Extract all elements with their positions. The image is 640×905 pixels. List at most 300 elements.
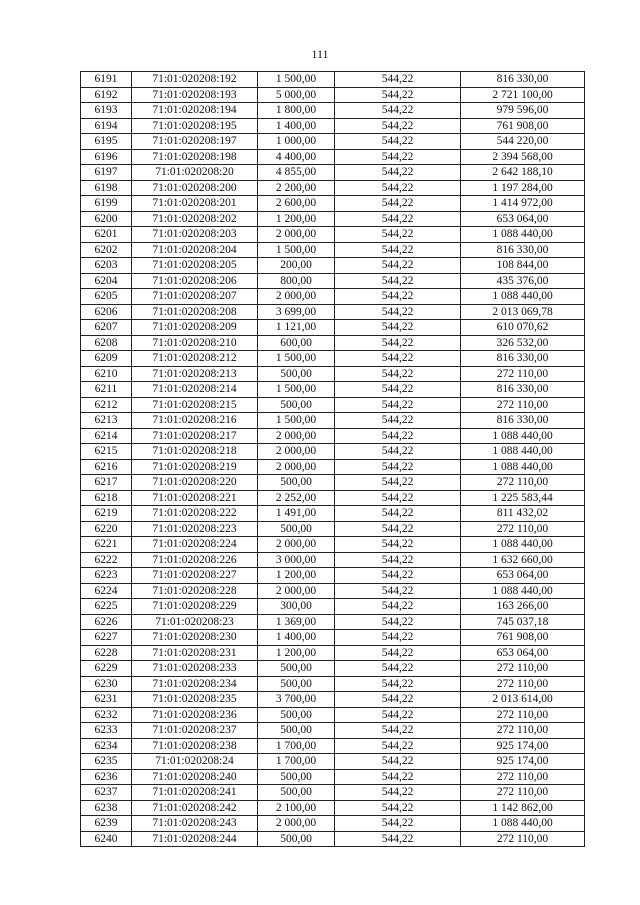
- row-number-cell: 6197: [81, 165, 132, 181]
- area-cell: 2 000,00: [258, 537, 335, 553]
- table-row: [81, 583, 585, 599]
- row-number-cell: 6220: [81, 521, 132, 537]
- cadastral-value-cell: 272 110,00: [461, 707, 585, 723]
- row-number-cell: 6234: [81, 738, 132, 754]
- area-cell: 2 000,00: [258, 444, 335, 460]
- cadastral-value-cell: 610 070,62: [461, 320, 585, 336]
- cadastral-number-cell: 71:01:020208:234: [132, 676, 258, 692]
- row-number-cell: 6215: [81, 444, 132, 460]
- specific-value-cell: 544,22: [335, 583, 461, 599]
- cadastral-number-cell: 71:01:020208:217: [132, 428, 258, 444]
- cadastral-value-cell: 163 266,00: [461, 599, 585, 615]
- cadastral-number-cell: 71:01:020208:23: [132, 614, 258, 630]
- cadastral-value-cell: 272 110,00: [461, 521, 585, 537]
- area-cell: 300,00: [258, 599, 335, 615]
- cadastral-value-cell: 816 330,00: [461, 72, 585, 88]
- row-number-cell: 6206: [81, 304, 132, 320]
- cadastral-number-cell: 71:01:020208:200: [132, 180, 258, 196]
- row-number-cell: 6223: [81, 568, 132, 584]
- area-cell: 5 000,00: [258, 87, 335, 103]
- cadastral-value-cell: 979 596,00: [461, 103, 585, 119]
- area-cell: 1 700,00: [258, 738, 335, 754]
- row-number-cell: 6225: [81, 599, 132, 615]
- cadastral-number-cell: 71:01:020208:204: [132, 242, 258, 258]
- cadastral-value-cell: 2 642 188,10: [461, 165, 585, 181]
- cadastral-number-cell: 71:01:020208:193: [132, 87, 258, 103]
- row-number-cell: 6200: [81, 211, 132, 227]
- table-row: [81, 118, 585, 134]
- table-row: [81, 87, 585, 103]
- cadastral-number-cell: 71:01:020208:226: [132, 552, 258, 568]
- cadastral-number-cell: 71:01:020208:194: [132, 103, 258, 119]
- specific-value-cell: 544,22: [335, 227, 461, 243]
- area-cell: 2 100,00: [258, 800, 335, 816]
- specific-value-cell: 544,22: [335, 676, 461, 692]
- area-cell: 500,00: [258, 769, 335, 785]
- area-cell: 2 000,00: [258, 227, 335, 243]
- cadastral-value-cell: 1 197 284,00: [461, 180, 585, 196]
- table-row: [81, 552, 585, 568]
- cadastral-value-cell: 1 414 972,00: [461, 196, 585, 212]
- specific-value-cell: 544,22: [335, 723, 461, 739]
- specific-value-cell: 544,22: [335, 459, 461, 475]
- cadastral-value-cell: 653 064,00: [461, 568, 585, 584]
- table-row: [81, 769, 585, 785]
- row-number-cell: 6195: [81, 134, 132, 150]
- cadastral-value-cell: 745 037,18: [461, 614, 585, 630]
- cadastral-value-cell: 272 110,00: [461, 676, 585, 692]
- area-cell: 1 700,00: [258, 754, 335, 770]
- table-row: [81, 289, 585, 305]
- table-row: [81, 785, 585, 801]
- area-cell: 2 252,00: [258, 490, 335, 506]
- area-cell: 4 400,00: [258, 149, 335, 165]
- cadastral-number-cell: 71:01:020208:221: [132, 490, 258, 506]
- cadastral-number-cell: 71:01:020208:192: [132, 72, 258, 88]
- cadastral-value-cell: 272 110,00: [461, 366, 585, 382]
- cadastral-value-cell: 925 174,00: [461, 754, 585, 770]
- area-cell: 1 500,00: [258, 382, 335, 398]
- cadastral-number-cell: 71:01:020208:213: [132, 366, 258, 382]
- table-row: [81, 366, 585, 382]
- row-number-cell: 6209: [81, 351, 132, 367]
- row-number-cell: 6192: [81, 87, 132, 103]
- area-cell: 2 600,00: [258, 196, 335, 212]
- table-row: [81, 630, 585, 646]
- cadastral-number-cell: 71:01:020208:219: [132, 459, 258, 475]
- area-cell: 600,00: [258, 335, 335, 351]
- area-cell: 1 400,00: [258, 118, 335, 134]
- table-row: [81, 645, 585, 661]
- area-cell: 200,00: [258, 258, 335, 274]
- row-number-cell: 6212: [81, 397, 132, 413]
- cadastral-value-cell: 272 110,00: [461, 397, 585, 413]
- table-row: [81, 444, 585, 460]
- row-number-cell: 6230: [81, 676, 132, 692]
- row-number-cell: 6216: [81, 459, 132, 475]
- cadastral-value-cell: 2 394 568,00: [461, 149, 585, 165]
- specific-value-cell: 544,22: [335, 599, 461, 615]
- cadastral-value-cell: 811 432,02: [461, 506, 585, 522]
- table-row: [81, 180, 585, 196]
- table-row: [81, 754, 585, 770]
- cadastral-number-cell: 71:01:020208:216: [132, 413, 258, 429]
- cadastral-number-cell: 71:01:020208:244: [132, 831, 258, 847]
- table-row: [81, 599, 585, 615]
- table-row: [81, 413, 585, 429]
- table-row: [81, 723, 585, 739]
- row-number-cell: 6196: [81, 149, 132, 165]
- area-cell: 1 491,00: [258, 506, 335, 522]
- specific-value-cell: 544,22: [335, 165, 461, 181]
- row-number-cell: 6204: [81, 273, 132, 289]
- cadastral-number-cell: 71:01:020208:203: [132, 227, 258, 243]
- specific-value-cell: 544,22: [335, 87, 461, 103]
- cadastral-value-cell: 272 110,00: [461, 785, 585, 801]
- cadastral-number-cell: 71:01:020208:222: [132, 506, 258, 522]
- cadastral-value-cell: 326 532,00: [461, 335, 585, 351]
- area-cell: 500,00: [258, 366, 335, 382]
- cadastral-value-cell: 1 088 440,00: [461, 583, 585, 599]
- cadastral-value-cell: 653 064,00: [461, 211, 585, 227]
- cadastral-value-table: [80, 71, 585, 847]
- row-number-cell: 6207: [81, 320, 132, 336]
- cadastral-number-cell: 71:01:020208:243: [132, 816, 258, 832]
- table-row: [81, 382, 585, 398]
- area-cell: 500,00: [258, 475, 335, 491]
- cadastral-number-cell: 71:01:020208:238: [132, 738, 258, 754]
- specific-value-cell: 544,22: [335, 754, 461, 770]
- table-row: [81, 490, 585, 506]
- cadastral-value-cell: 1 088 440,00: [461, 537, 585, 553]
- table-row: [81, 614, 585, 630]
- area-cell: 1 000,00: [258, 134, 335, 150]
- area-cell: 800,00: [258, 273, 335, 289]
- table-row: [81, 428, 585, 444]
- area-cell: 1 200,00: [258, 568, 335, 584]
- row-number-cell: 6226: [81, 614, 132, 630]
- area-cell: 2 000,00: [258, 428, 335, 444]
- cadastral-number-cell: 71:01:020208:20: [132, 165, 258, 181]
- area-cell: 500,00: [258, 785, 335, 801]
- cadastral-number-cell: 71:01:020208:201: [132, 196, 258, 212]
- cadastral-value-cell: 1 088 440,00: [461, 227, 585, 243]
- cadastral-number-cell: 71:01:020208:220: [132, 475, 258, 491]
- specific-value-cell: 544,22: [335, 242, 461, 258]
- cadastral-number-cell: 71:01:020208:230: [132, 630, 258, 646]
- cadastral-value-cell: 272 110,00: [461, 475, 585, 491]
- row-number-cell: 6229: [81, 661, 132, 677]
- specific-value-cell: 544,22: [335, 320, 461, 336]
- cadastral-number-cell: 71:01:020208:228: [132, 583, 258, 599]
- area-cell: 1 200,00: [258, 211, 335, 227]
- table-row: [81, 816, 585, 832]
- area-cell: 1 500,00: [258, 72, 335, 88]
- table-row: [81, 149, 585, 165]
- row-number-cell: 6211: [81, 382, 132, 398]
- cadastral-number-cell: 71:01:020208:235: [132, 692, 258, 708]
- area-cell: 1 500,00: [258, 413, 335, 429]
- table-row: [81, 506, 585, 522]
- cadastral-number-cell: 71:01:020208:24: [132, 754, 258, 770]
- row-number-cell: 6218: [81, 490, 132, 506]
- table-row: [81, 521, 585, 537]
- row-number-cell: 6213: [81, 413, 132, 429]
- specific-value-cell: 544,22: [335, 614, 461, 630]
- row-number-cell: 6236: [81, 769, 132, 785]
- table-row: [81, 397, 585, 413]
- specific-value-cell: 544,22: [335, 366, 461, 382]
- area-cell: 2 200,00: [258, 180, 335, 196]
- cadastral-number-cell: 71:01:020208:210: [132, 335, 258, 351]
- cadastral-value-cell: 1 632 660,00: [461, 552, 585, 568]
- cadastral-value-cell: 816 330,00: [461, 242, 585, 258]
- row-number-cell: 6205: [81, 289, 132, 305]
- table-row: [81, 661, 585, 677]
- table-row: [81, 475, 585, 491]
- cadastral-number-cell: 71:01:020208:218: [132, 444, 258, 460]
- cadastral-number-cell: 71:01:020208:223: [132, 521, 258, 537]
- area-cell: 500,00: [258, 676, 335, 692]
- row-number-cell: 6198: [81, 180, 132, 196]
- table-body: [81, 72, 585, 847]
- specific-value-cell: 544,22: [335, 180, 461, 196]
- area-cell: 1 369,00: [258, 614, 335, 630]
- specific-value-cell: 544,22: [335, 568, 461, 584]
- table-row: [81, 537, 585, 553]
- row-number-cell: 6238: [81, 800, 132, 816]
- table-row: [81, 242, 585, 258]
- row-number-cell: 6201: [81, 227, 132, 243]
- table-row: [81, 134, 585, 150]
- row-number-cell: 6214: [81, 428, 132, 444]
- area-cell: 1 500,00: [258, 351, 335, 367]
- cadastral-value-cell: 2 013 069,78: [461, 304, 585, 320]
- specific-value-cell: 544,22: [335, 289, 461, 305]
- area-cell: 2 000,00: [258, 816, 335, 832]
- area-cell: 2 000,00: [258, 583, 335, 599]
- table-row: [81, 676, 585, 692]
- cadastral-number-cell: 71:01:020208:198: [132, 149, 258, 165]
- area-cell: 1 500,00: [258, 242, 335, 258]
- cadastral-value-cell: 435 376,00: [461, 273, 585, 289]
- row-number-cell: 6228: [81, 645, 132, 661]
- cadastral-number-cell: 71:01:020208:231: [132, 645, 258, 661]
- area-cell: 500,00: [258, 661, 335, 677]
- specific-value-cell: 544,22: [335, 707, 461, 723]
- specific-value-cell: 544,22: [335, 196, 461, 212]
- table-row: [81, 738, 585, 754]
- cadastral-number-cell: 71:01:020208:214: [132, 382, 258, 398]
- table-row: [81, 320, 585, 336]
- table-row: [81, 707, 585, 723]
- specific-value-cell: 544,22: [335, 661, 461, 677]
- cadastral-value-cell: 1 225 583,44: [461, 490, 585, 506]
- specific-value-cell: 544,22: [335, 521, 461, 537]
- cadastral-value-cell: 1 088 440,00: [461, 444, 585, 460]
- cadastral-number-cell: 71:01:020208:237: [132, 723, 258, 739]
- row-number-cell: 6208: [81, 335, 132, 351]
- specific-value-cell: 544,22: [335, 490, 461, 506]
- cadastral-number-cell: 71:01:020208:207: [132, 289, 258, 305]
- table-row: [81, 165, 585, 181]
- table-row: [81, 304, 585, 320]
- specific-value-cell: 544,22: [335, 211, 461, 227]
- row-number-cell: 6221: [81, 537, 132, 553]
- row-number-cell: 6232: [81, 707, 132, 723]
- cadastral-number-cell: 71:01:020208:233: [132, 661, 258, 677]
- specific-value-cell: 544,22: [335, 397, 461, 413]
- row-number-cell: 6222: [81, 552, 132, 568]
- cadastral-number-cell: 71:01:020208:236: [132, 707, 258, 723]
- cadastral-number-cell: 71:01:020208:227: [132, 568, 258, 584]
- cadastral-value-cell: 272 110,00: [461, 769, 585, 785]
- cadastral-value-cell: 108 844,00: [461, 258, 585, 274]
- cadastral-value-cell: 816 330,00: [461, 413, 585, 429]
- specific-value-cell: 544,22: [335, 72, 461, 88]
- table-row: [81, 227, 585, 243]
- table-row: [81, 72, 585, 88]
- row-number-cell: 6199: [81, 196, 132, 212]
- area-cell: 4 855,00: [258, 165, 335, 181]
- cadastral-number-cell: 71:01:020208:195: [132, 118, 258, 134]
- cadastral-value-cell: 653 064,00: [461, 645, 585, 661]
- specific-value-cell: 544,22: [335, 382, 461, 398]
- area-cell: 500,00: [258, 521, 335, 537]
- specific-value-cell: 544,22: [335, 738, 461, 754]
- row-number-cell: 6224: [81, 583, 132, 599]
- cadastral-number-cell: 71:01:020208:212: [132, 351, 258, 367]
- cadastral-value-cell: 1 142 862,00: [461, 800, 585, 816]
- cadastral-value-cell: 272 110,00: [461, 661, 585, 677]
- area-cell: 1 200,00: [258, 645, 335, 661]
- area-cell: 1 800,00: [258, 103, 335, 119]
- cadastral-value-cell: 272 110,00: [461, 831, 585, 847]
- cadastral-number-cell: 71:01:020208:205: [132, 258, 258, 274]
- specific-value-cell: 544,22: [335, 506, 461, 522]
- row-number-cell: 6237: [81, 785, 132, 801]
- cadastral-number-cell: 71:01:020208:209: [132, 320, 258, 336]
- specific-value-cell: 544,22: [335, 273, 461, 289]
- row-number-cell: 6203: [81, 258, 132, 274]
- table-row: [81, 800, 585, 816]
- table-row: [81, 831, 585, 847]
- specific-value-cell: 544,22: [335, 537, 461, 553]
- area-cell: 500,00: [258, 831, 335, 847]
- area-cell: 3 700,00: [258, 692, 335, 708]
- cadastral-number-cell: 71:01:020208:229: [132, 599, 258, 615]
- table-row: [81, 335, 585, 351]
- row-number-cell: 6191: [81, 72, 132, 88]
- area-cell: 2 000,00: [258, 289, 335, 305]
- specific-value-cell: 544,22: [335, 816, 461, 832]
- specific-value-cell: 544,22: [335, 630, 461, 646]
- specific-value-cell: 544,22: [335, 134, 461, 150]
- row-number-cell: 6227: [81, 630, 132, 646]
- row-number-cell: 6194: [81, 118, 132, 134]
- table-row: [81, 273, 585, 289]
- table-row: [81, 211, 585, 227]
- specific-value-cell: 544,22: [335, 692, 461, 708]
- table-row: [81, 459, 585, 475]
- specific-value-cell: 544,22: [335, 769, 461, 785]
- area-cell: 2 000,00: [258, 459, 335, 475]
- specific-value-cell: 544,22: [335, 645, 461, 661]
- area-cell: 3 699,00: [258, 304, 335, 320]
- specific-value-cell: 544,22: [335, 785, 461, 801]
- area-cell: 1 121,00: [258, 320, 335, 336]
- cadastral-number-cell: 71:01:020208:215: [132, 397, 258, 413]
- cadastral-number-cell: 71:01:020208:206: [132, 273, 258, 289]
- cadastral-number-cell: 71:01:020208:208: [132, 304, 258, 320]
- row-number-cell: 6217: [81, 475, 132, 491]
- cadastral-number-cell: 71:01:020208:202: [132, 211, 258, 227]
- cadastral-value-cell: 1 088 440,00: [461, 289, 585, 305]
- specific-value-cell: 544,22: [335, 475, 461, 491]
- row-number-cell: 6233: [81, 723, 132, 739]
- specific-value-cell: 544,22: [335, 413, 461, 429]
- cadastral-value-cell: 816 330,00: [461, 382, 585, 398]
- cadastral-value-cell: 2 721 100,00: [461, 87, 585, 103]
- table-row: [81, 103, 585, 119]
- cadastral-number-cell: 71:01:020208:197: [132, 134, 258, 150]
- row-number-cell: 6239: [81, 816, 132, 832]
- row-number-cell: 6193: [81, 103, 132, 119]
- area-cell: 1 400,00: [258, 630, 335, 646]
- specific-value-cell: 544,22: [335, 149, 461, 165]
- cadastral-value-cell: 544 220,00: [461, 134, 585, 150]
- cadastral-value-cell: 925 174,00: [461, 738, 585, 754]
- cadastral-value-cell: 816 330,00: [461, 351, 585, 367]
- cadastral-number-cell: 71:01:020208:240: [132, 769, 258, 785]
- specific-value-cell: 544,22: [335, 258, 461, 274]
- specific-value-cell: 544,22: [335, 118, 461, 134]
- specific-value-cell: 544,22: [335, 831, 461, 847]
- table-row: [81, 568, 585, 584]
- area-cell: 500,00: [258, 397, 335, 413]
- specific-value-cell: 544,22: [335, 800, 461, 816]
- table-row: [81, 258, 585, 274]
- specific-value-cell: 544,22: [335, 103, 461, 119]
- row-number-cell: 6231: [81, 692, 132, 708]
- cadastral-value-cell: 1 088 440,00: [461, 428, 585, 444]
- cadastral-value-cell: 1 088 440,00: [461, 816, 585, 832]
- cadastral-value-cell: 272 110,00: [461, 723, 585, 739]
- cadastral-number-cell: 71:01:020208:241: [132, 785, 258, 801]
- area-cell: 500,00: [258, 723, 335, 739]
- row-number-cell: 6235: [81, 754, 132, 770]
- cadastral-value-cell: 761 908,00: [461, 630, 585, 646]
- cadastral-value-cell: 761 908,00: [461, 118, 585, 134]
- specific-value-cell: 544,22: [335, 304, 461, 320]
- row-number-cell: 6219: [81, 506, 132, 522]
- row-number-cell: 6240: [81, 831, 132, 847]
- table-row: [81, 196, 585, 212]
- table-row: [81, 692, 585, 708]
- specific-value-cell: 544,22: [335, 428, 461, 444]
- area-cell: 500,00: [258, 707, 335, 723]
- table-row: [81, 351, 585, 367]
- specific-value-cell: 544,22: [335, 444, 461, 460]
- row-number-cell: 6202: [81, 242, 132, 258]
- row-number-cell: 6210: [81, 366, 132, 382]
- specific-value-cell: 544,22: [335, 552, 461, 568]
- cadastral-value-cell: 1 088 440,00: [461, 459, 585, 475]
- specific-value-cell: 544,22: [335, 335, 461, 351]
- cadastral-number-cell: 71:01:020208:224: [132, 537, 258, 553]
- cadastral-number-cell: 71:01:020208:242: [132, 800, 258, 816]
- cadastral-value-cell: 2 013 614,00: [461, 692, 585, 708]
